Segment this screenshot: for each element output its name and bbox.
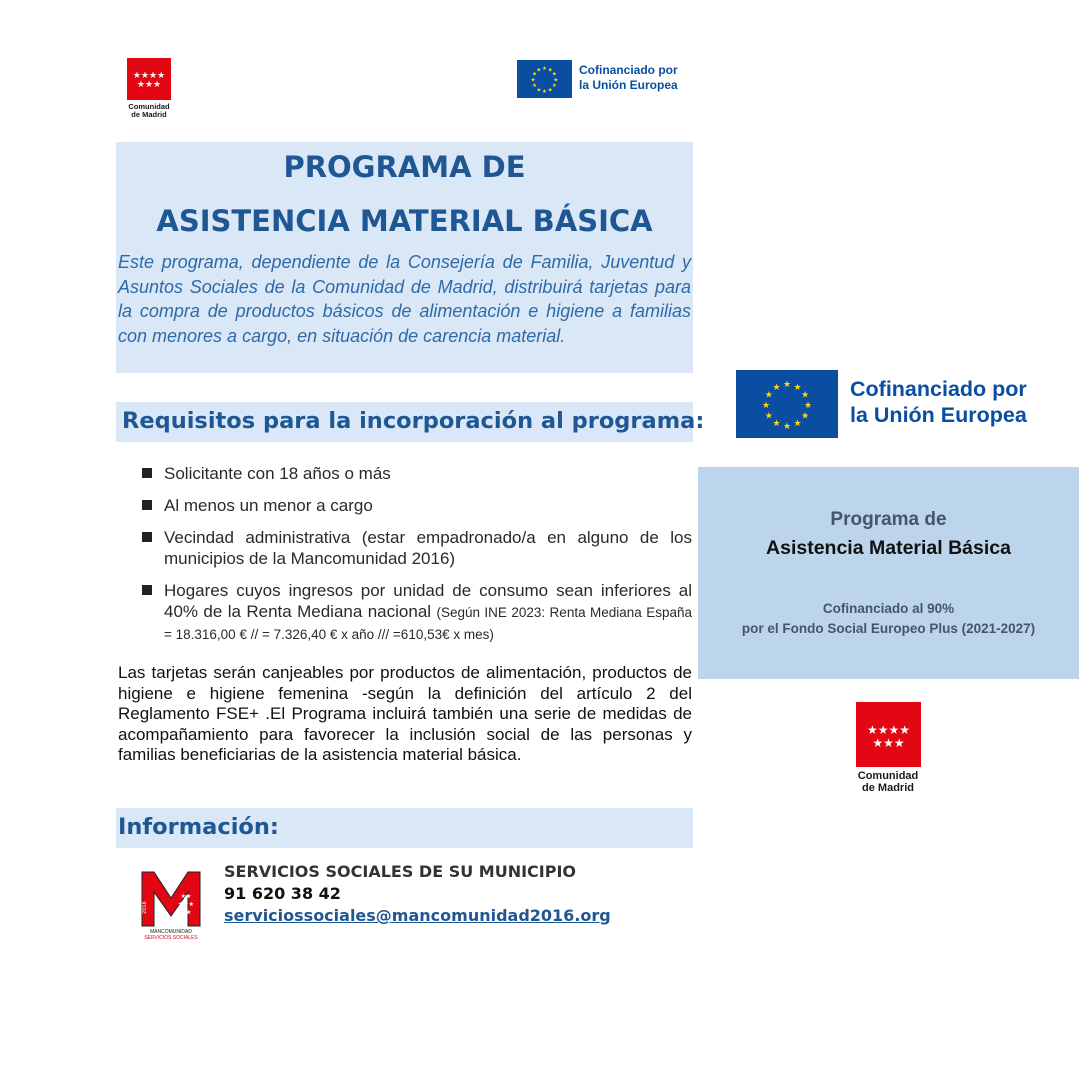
svg-text:★: ★ — [551, 71, 557, 78]
svg-text:★: ★ — [803, 401, 813, 411]
svg-text:★: ★ — [542, 88, 547, 95]
svg-text:★: ★ — [801, 411, 810, 422]
mancomunidad-logo-text2: SERVICIOS SOCIALES — [144, 935, 198, 941]
phone-number: 91 620 38 42 — [224, 884, 341, 903]
title-box — [116, 142, 693, 373]
madrid-logo-line1: Comunidad — [128, 102, 170, 111]
requirements-list — [142, 463, 692, 656]
svg-text:★: ★ — [532, 71, 538, 78]
list-item — [142, 463, 692, 484]
svg-text:★: ★ — [547, 87, 553, 94]
program-info-panel — [698, 467, 1079, 679]
svg-text:2016: 2016 — [142, 901, 148, 914]
svg-text:★★★: ★★★ — [136, 80, 162, 90]
requirement-text: Al menos un menor a cargo — [164, 496, 373, 515]
email-link[interactable]: serviciossociales@mancomunidad2016.org — [224, 906, 611, 925]
eu-logo-large-line1: Cofinanciado por — [850, 377, 1027, 401]
body-paragraph: Las tarjetas serán canjeables por productos de alimentación, productos de higiene e higiene femenina -según la definición del artículo 2 del Reglamento FSE+ .El Programa incluirá también una serie de medidas de acompañamiento para favorecer la inclusión social de las personas y familias beneficiarias de la asistencia material básica. — [118, 663, 692, 765]
svg-text:★: ★ — [801, 390, 810, 401]
eu-flag-icon — [517, 60, 572, 98]
svg-text:★: ★ — [551, 83, 557, 90]
madrid-logo-line2: de Madrid — [131, 109, 167, 119]
svg-text:★: ★ — [772, 382, 781, 393]
list-item — [142, 527, 692, 569]
requirements-heading: Requisitos para la incorporación al programa: — [122, 408, 705, 434]
madrid-logo-large-line1: Comunidad — [857, 770, 919, 782]
svg-text:★: ★ — [793, 382, 802, 393]
svg-text:★★★★: ★★★★ — [866, 723, 910, 737]
svg-text:★: ★ — [536, 87, 542, 94]
title-line-2: ASISTENCIA MATERIAL BÁSICA — [156, 204, 653, 238]
list-item — [142, 580, 692, 645]
svg-text:★: ★ — [782, 422, 792, 432]
bullet-square-icon — [142, 585, 152, 595]
panel-subtitle-2: por el Fondo Social Europeo Plus (2021-2027) — [741, 621, 1036, 636]
mancomunidad-logo — [138, 868, 204, 942]
panel-title-2: Asistencia Material Básica — [766, 537, 1011, 559]
svg-text:★★: ★★ — [180, 909, 192, 916]
income-note: (Según INE 2023: Renta Mediana España = 18.316,00 € // = 7.326,40 € x año /// =610,53€ x mes) — [164, 605, 693, 642]
mancomunidad-logo-text1: MANCOMUNIDAD — [150, 929, 192, 935]
comunidad-madrid-logo-large — [852, 702, 924, 794]
svg-text:★★: ★★ — [180, 893, 192, 900]
requirements-header-box — [116, 402, 705, 442]
svg-text:★: ★ — [764, 411, 773, 422]
madrid-flag-icon — [127, 58, 171, 100]
svg-text:★: ★ — [532, 83, 538, 90]
svg-text:★: ★ — [764, 390, 773, 401]
madrid-logo-large-line2: de Madrid — [862, 781, 914, 794]
svg-text:★★★★: ★★★★ — [132, 71, 166, 81]
svg-text:★: ★ — [793, 419, 802, 430]
info-contact — [224, 861, 611, 927]
comunidad-madrid-logo — [124, 58, 174, 119]
bullet-square-icon — [142, 500, 152, 510]
eu-cofinanciado-logo — [517, 60, 697, 98]
svg-text:★: ★ — [553, 77, 559, 84]
eu-logo-line2: la Unión Europea — [579, 77, 678, 92]
intro-paragraph: Este programa, dependiente de la Consejería de Familia, Juventud y Asuntos Sociales de la Comunidad de Madrid, distribuirá tarjetas para la compra de productos básicos de alimentación e higiene a familias con menores a cargo, en situación de carencia material. — [118, 252, 691, 346]
requirement-text: Solicitante con 18 años o más — [164, 464, 391, 483]
svg-text:★: ★ — [761, 401, 771, 411]
madrid-flag-icon — [856, 702, 921, 767]
eu-logo-large-line2: la Unión Europea — [850, 403, 1027, 428]
svg-text:★★★: ★★★ — [871, 736, 905, 750]
svg-text:★: ★ — [530, 77, 536, 84]
eu-flag-icon — [736, 370, 838, 438]
svg-text:★: ★ — [536, 67, 542, 74]
eu-cofinanciado-logo-large — [736, 370, 1056, 438]
requirement-text: Vecindad administrativa (estar empadronado/a en alguno de los municipios de la Mancomunidad 2016) — [164, 528, 692, 568]
svg-text:★: ★ — [782, 380, 792, 390]
svg-text:★: ★ — [547, 67, 553, 74]
svg-text:★: ★ — [772, 419, 781, 430]
bullet-square-icon — [142, 532, 152, 542]
title-line-1: PROGRAMA DE — [283, 150, 526, 184]
requirement-text: Hogares cuyos ingresos por unidad de consumo sean inferiores al 40% de la Renta Mediana nacional — [164, 581, 692, 621]
bullet-square-icon — [142, 468, 152, 478]
list-item — [142, 495, 692, 516]
panel-title-1: Programa de — [830, 509, 947, 530]
info-heading: Información: — [118, 814, 279, 840]
panel-subtitle-1: Cofinanciado al 90% — [822, 601, 955, 616]
svg-text:★★★: ★★★ — [177, 901, 195, 908]
info-header-box — [116, 808, 693, 848]
service-name: SERVICIOS SOCIALES DE SU MUNICIPIO — [224, 862, 577, 881]
svg-text:★: ★ — [542, 66, 547, 72]
eu-logo-line1: Cofinanciado por — [579, 63, 678, 77]
